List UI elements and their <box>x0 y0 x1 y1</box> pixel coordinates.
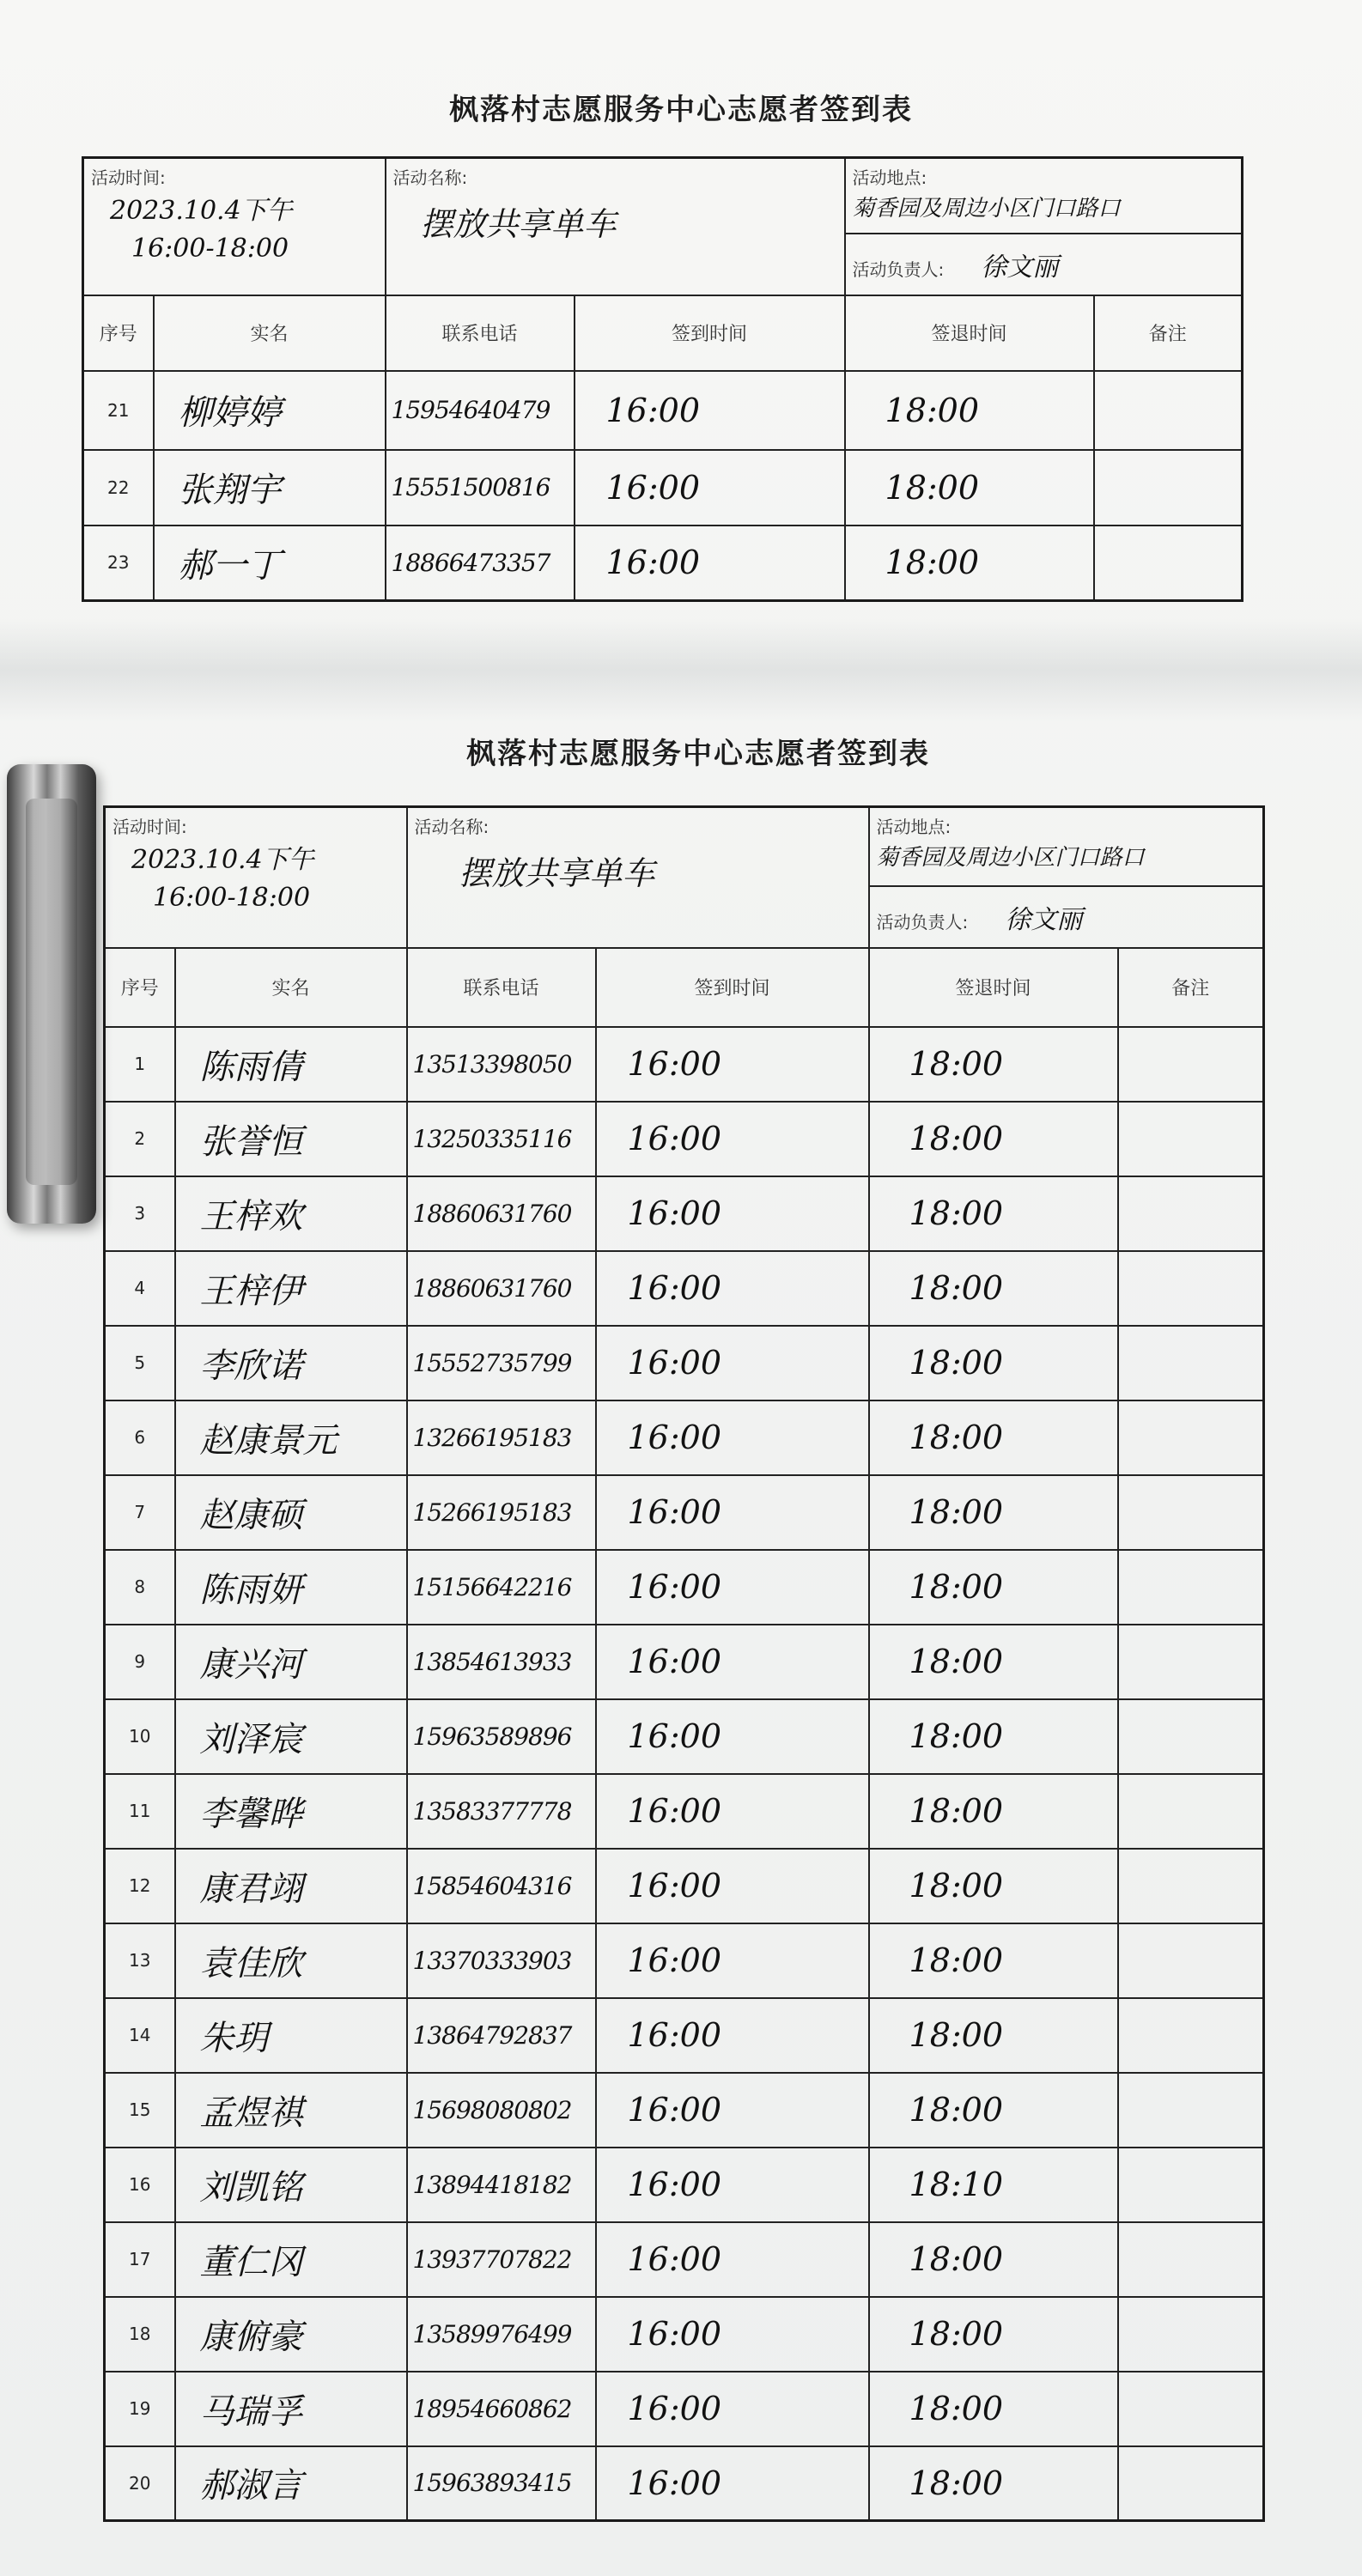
activity-leader-label: 活动负责人: <box>876 911 969 933</box>
row-signout: 18:00 <box>845 526 1094 601</box>
row-no: 19 <box>105 2372 175 2446</box>
row-signin: 16:00 <box>596 1849 869 1923</box>
row-signin: 16:00 <box>596 1699 869 1774</box>
row-no: 13 <box>105 1923 175 1998</box>
row-name: 王梓欢 <box>175 1176 407 1251</box>
row-signin: 16:00 <box>596 2446 869 2521</box>
table-row <box>105 2297 1264 2372</box>
row-signout: 18:00 <box>869 2073 1118 2148</box>
table-row <box>105 2372 1264 2446</box>
row-no: 8 <box>105 1550 175 1625</box>
table-row <box>105 1849 1264 1923</box>
row-name: 赵康景元 <box>175 1400 407 1475</box>
row-note <box>1118 1176 1264 1251</box>
activity-time-label: 活动时间: <box>112 817 187 837</box>
row-signin: 16:00 <box>596 1998 869 2073</box>
row-phone: 13854613933 <box>407 1625 596 1699</box>
row-no: 15 <box>105 2073 175 2148</box>
activity-leader-value: 徐文丽 <box>981 252 1059 283</box>
sheet-bottom-table <box>103 805 1265 2522</box>
row-note <box>1118 1326 1264 1400</box>
table-row <box>105 1475 1264 1550</box>
activity-name-cell <box>407 807 869 948</box>
row-phone: 13583377778 <box>407 1774 596 1849</box>
row-signout: 18:00 <box>869 1251 1118 1326</box>
row-signout: 18:00 <box>869 2446 1118 2521</box>
row-signin: 16:00 <box>596 1326 869 1400</box>
row-no: 5 <box>105 1326 175 1400</box>
row-name: 康俯豪 <box>175 2297 407 2372</box>
row-name: 康兴河 <box>175 1625 407 1699</box>
row-note <box>1118 2222 1264 2297</box>
row-signout: 18:00 <box>869 1550 1118 1625</box>
row-phone: 15156642216 <box>407 1550 596 1625</box>
activity-time-label: 活动时间: <box>91 167 166 188</box>
row-signout: 18:00 <box>869 2372 1118 2446</box>
sheet-bottom <box>0 635 1362 2576</box>
table-row <box>105 1998 1264 2073</box>
row-signout: 18:00 <box>869 2297 1118 2372</box>
row-note <box>1118 1027 1264 1102</box>
row-signin: 16:00 <box>596 2372 869 2446</box>
col-header-no: 序号 <box>105 948 175 1027</box>
row-signout: 18:00 <box>869 1923 1118 1998</box>
row-signin: 16:00 <box>596 2222 869 2297</box>
row-note <box>1094 371 1243 450</box>
activity-time-cell <box>105 807 407 948</box>
row-phone: 13513398050 <box>407 1027 596 1102</box>
col-header-note: 备注 <box>1118 948 1264 1027</box>
row-signin: 16:00 <box>575 526 845 601</box>
row-name: 王梓伊 <box>175 1251 407 1326</box>
row-name: 张翔宇 <box>154 450 386 526</box>
sheet-top-table <box>82 156 1243 602</box>
row-phone: 18954660862 <box>407 2372 596 2446</box>
activity-name-value: 摆放共享单车 <box>420 205 617 243</box>
col-header-no: 序号 <box>83 295 154 371</box>
sheet-top-title: 枫落村志愿服务中心志愿者签到表 <box>449 93 913 127</box>
table-row <box>105 2148 1264 2222</box>
row-signout: 18:00 <box>869 1326 1118 1400</box>
sheet-bottom-title: 枫落村志愿服务中心志愿者签到表 <box>466 737 930 771</box>
activity-hours-value: 16:00-18:00 <box>153 883 311 913</box>
row-note <box>1118 1625 1264 1699</box>
row-no: 4 <box>105 1251 175 1326</box>
row-note <box>1118 1774 1264 1849</box>
row-name: 刘泽宸 <box>175 1699 407 1774</box>
binder-clip <box>7 764 96 1224</box>
row-name: 赵康硕 <box>175 1475 407 1550</box>
activity-location-label: 活动地点: <box>852 167 927 188</box>
row-name: 陈雨倩 <box>175 1027 407 1102</box>
row-phone: 18860631760 <box>407 1251 596 1326</box>
row-signin: 16:00 <box>596 1475 869 1550</box>
activity-name-cell <box>386 158 845 295</box>
row-note <box>1118 2297 1264 2372</box>
row-no: 1 <box>105 1027 175 1102</box>
activity-hours-value: 16:00-18:00 <box>131 234 289 264</box>
table-row <box>105 1699 1264 1774</box>
table-row <box>105 2222 1264 2297</box>
table-row <box>105 1027 1264 1102</box>
row-no: 7 <box>105 1475 175 1550</box>
row-no: 23 <box>83 526 154 601</box>
row-name: 李馨晔 <box>175 1774 407 1849</box>
table-row <box>105 1251 1264 1326</box>
row-signout: 18:00 <box>869 1176 1118 1251</box>
row-phone: 13894418182 <box>407 2148 596 2222</box>
row-phone: 18860631760 <box>407 1176 596 1251</box>
row-name: 柳婷婷 <box>154 371 386 450</box>
row-note <box>1118 1998 1264 2073</box>
row-signin: 16:00 <box>596 2148 869 2222</box>
row-signin: 16:00 <box>596 1923 869 1998</box>
table-row <box>105 1550 1264 1625</box>
row-name: 郝一丁 <box>154 526 386 601</box>
row-name: 朱玥 <box>175 1998 407 2073</box>
activity-name-label: 活动名称: <box>414 817 489 837</box>
col-header-name: 实名 <box>154 295 386 371</box>
activity-name-label: 活动名称: <box>392 167 468 188</box>
row-signout: 18:00 <box>845 371 1094 450</box>
row-signin: 16:00 <box>596 2297 869 2372</box>
row-phone: 18866473357 <box>386 526 575 601</box>
row-phone: 13937707822 <box>407 2222 596 2297</box>
table-row <box>105 2446 1264 2521</box>
row-signout: 18:00 <box>869 1998 1118 2073</box>
row-phone: 15963589896 <box>407 1699 596 1774</box>
row-note <box>1094 450 1243 526</box>
row-phone: 13864792837 <box>407 1998 596 2073</box>
row-signout: 18:10 <box>869 2148 1118 2222</box>
activity-name-value: 摆放共享单车 <box>459 854 655 892</box>
row-signout: 18:00 <box>869 1774 1118 1849</box>
row-note <box>1118 1923 1264 1998</box>
row-phone: 15552735799 <box>407 1326 596 1400</box>
row-no: 2 <box>105 1102 175 1176</box>
header-row <box>105 948 1264 1027</box>
table-row <box>105 1774 1264 1849</box>
row-signin: 16:00 <box>596 1176 869 1251</box>
row-phone: 15954640479 <box>386 371 575 450</box>
row-signout: 18:00 <box>869 1699 1118 1774</box>
row-signout: 18:00 <box>869 1625 1118 1699</box>
row-signin: 16:00 <box>596 1774 869 1849</box>
row-no: 17 <box>105 2222 175 2297</box>
row-note <box>1118 1550 1264 1625</box>
activity-leader-value: 徐文丽 <box>1005 904 1083 935</box>
row-phone: 13250335116 <box>407 1102 596 1176</box>
row-no: 20 <box>105 2446 175 2521</box>
row-name: 李欣诺 <box>175 1326 407 1400</box>
activity-leader-cell <box>869 886 1264 948</box>
row-phone: 15266195183 <box>407 1475 596 1550</box>
row-note <box>1118 1475 1264 1550</box>
row-signout: 18:00 <box>869 1475 1118 1550</box>
activity-leader-label: 活动负责人: <box>852 258 945 280</box>
row-note <box>1118 1849 1264 1923</box>
row-no: 10 <box>105 1699 175 1774</box>
row-phone: 15854604316 <box>407 1849 596 1923</box>
row-note <box>1118 2073 1264 2148</box>
row-no: 3 <box>105 1176 175 1251</box>
row-note <box>1118 2446 1264 2521</box>
row-signin: 16:00 <box>596 1027 869 1102</box>
table-row <box>83 450 1243 526</box>
activity-location-cell <box>869 807 1264 886</box>
row-signin: 16:00 <box>596 1400 869 1475</box>
row-phone: 13370333903 <box>407 1923 596 1998</box>
row-note <box>1118 2148 1264 2222</box>
activity-time-cell <box>83 158 386 295</box>
table-row <box>105 2073 1264 2148</box>
activity-date-value: 2023.10.4下午 <box>131 845 314 875</box>
row-note <box>1118 1699 1264 1774</box>
row-note <box>1118 1251 1264 1326</box>
table-row <box>105 1400 1264 1475</box>
col-header-note: 备注 <box>1094 295 1243 371</box>
row-no: 18 <box>105 2297 175 2372</box>
table-row <box>83 371 1243 450</box>
activity-location-cell <box>845 158 1243 234</box>
row-note <box>1094 526 1243 601</box>
row-signout: 18:00 <box>869 1027 1118 1102</box>
row-name: 陈雨妍 <box>175 1550 407 1625</box>
row-signin: 16:00 <box>575 371 845 450</box>
table-row <box>105 1625 1264 1699</box>
row-no: 21 <box>83 371 154 450</box>
activity-leader-cell <box>845 234 1243 295</box>
col-header-signin: 签到时间 <box>575 295 845 371</box>
col-header-signin: 签到时间 <box>596 948 869 1027</box>
row-signout: 18:00 <box>869 1400 1118 1475</box>
row-signin: 16:00 <box>596 1550 869 1625</box>
row-no: 16 <box>105 2148 175 2222</box>
row-note <box>1118 1102 1264 1176</box>
row-phone: 13266195183 <box>407 1400 596 1475</box>
activity-location-value: 菊香园及周边小区门口路口 <box>876 845 1145 871</box>
table-row <box>105 1326 1264 1400</box>
table-row <box>105 1923 1264 1998</box>
row-signin: 16:00 <box>596 2073 869 2148</box>
col-header-name: 实名 <box>175 948 407 1027</box>
row-no: 14 <box>105 1998 175 2073</box>
row-no: 22 <box>83 450 154 526</box>
row-name: 刘凯铭 <box>175 2148 407 2222</box>
col-header-signout: 签退时间 <box>869 948 1118 1027</box>
row-signin: 16:00 <box>596 1102 869 1176</box>
row-signin: 16:00 <box>596 1625 869 1699</box>
row-name: 董仁冈 <box>175 2222 407 2297</box>
row-phone: 15698080802 <box>407 2073 596 2148</box>
row-signin: 16:00 <box>575 450 845 526</box>
row-no: 9 <box>105 1625 175 1699</box>
row-note <box>1118 1400 1264 1475</box>
table-row <box>105 1102 1264 1176</box>
col-header-phone: 联系电话 <box>386 295 575 371</box>
sheet-top <box>0 0 1362 635</box>
row-note <box>1118 2372 1264 2446</box>
row-signout: 18:00 <box>845 450 1094 526</box>
row-name: 郝淑言 <box>175 2446 407 2521</box>
row-phone: 15551500816 <box>386 450 575 526</box>
sheet-bottom-rows <box>105 1027 1264 2521</box>
row-signout: 18:00 <box>869 2222 1118 2297</box>
table-row <box>83 526 1243 601</box>
col-header-signout: 签退时间 <box>845 295 1094 371</box>
row-signin: 16:00 <box>596 1251 869 1326</box>
row-signout: 18:00 <box>869 1849 1118 1923</box>
header-row <box>83 295 1243 371</box>
col-header-phone: 联系电话 <box>407 948 596 1027</box>
row-phone: 15963893415 <box>407 2446 596 2521</box>
row-name: 康君翊 <box>175 1849 407 1923</box>
row-name: 马瑞孚 <box>175 2372 407 2446</box>
row-no: 11 <box>105 1774 175 1849</box>
activity-location-label: 活动地点: <box>876 817 952 837</box>
row-signout: 18:00 <box>869 1102 1118 1176</box>
activity-location-value: 菊香园及周边小区门口路口 <box>852 196 1121 222</box>
row-name: 孟煜祺 <box>175 2073 407 2148</box>
row-no: 6 <box>105 1400 175 1475</box>
table-row <box>105 1176 1264 1251</box>
row-name: 张誉恒 <box>175 1102 407 1176</box>
row-phone: 13589976499 <box>407 2297 596 2372</box>
activity-date-value: 2023.10.4下午 <box>110 196 293 226</box>
row-no: 12 <box>105 1849 175 1923</box>
row-name: 袁佳欣 <box>175 1923 407 1998</box>
